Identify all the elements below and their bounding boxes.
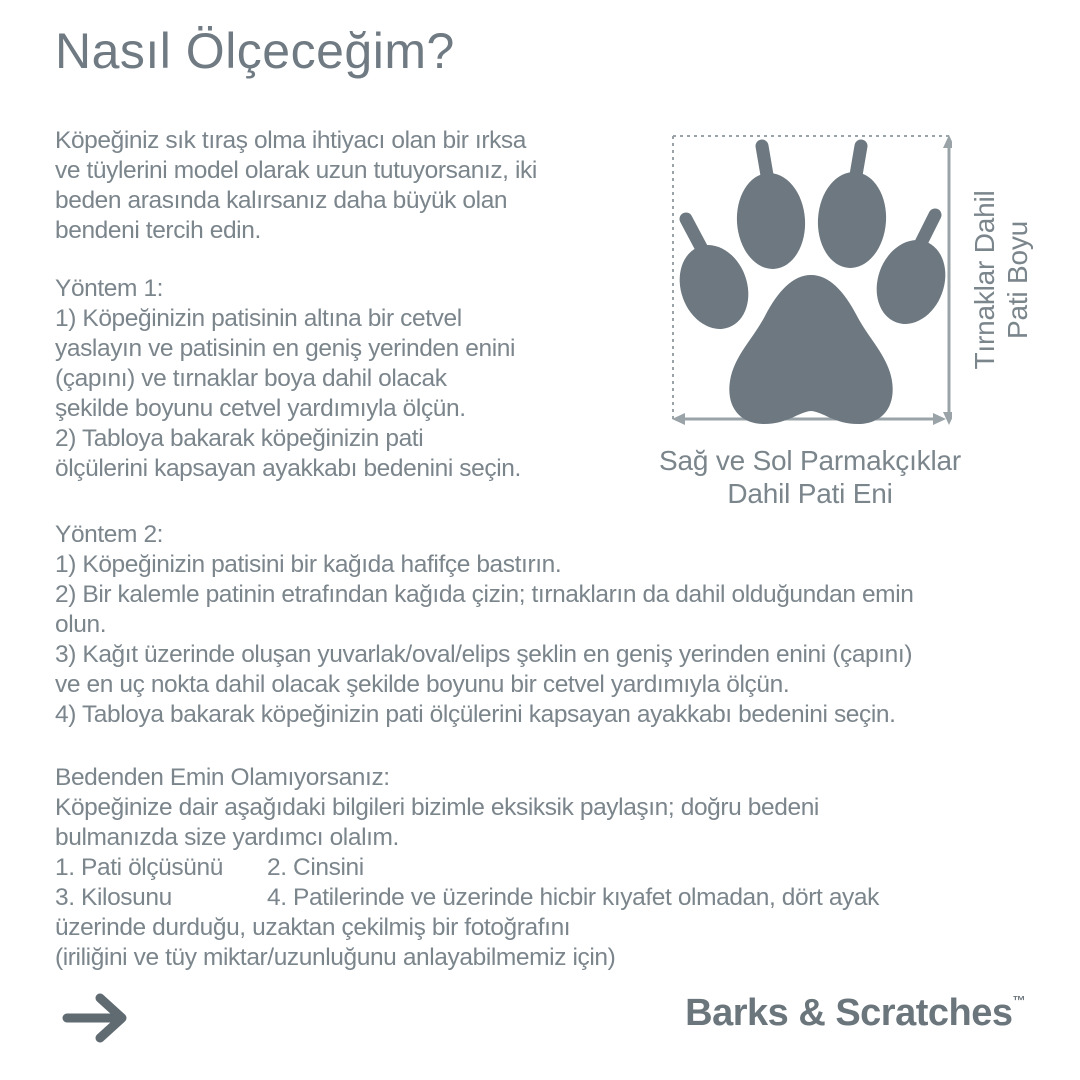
method-1-section <box>55 274 521 484</box>
paw-width-caption-line: Sağ ve Sol Parmakçıklar <box>659 445 961 476</box>
method-1-line: yaslayın ve patisinin en geniş yerinden enini <box>55 335 516 362</box>
method-2-line: 2) Bir kalemle patinin etrafından kağıda çizin; tırnakların da dahil olduğundan emin <box>55 581 914 608</box>
method-1-line: 1) Köpeğinizin patisinin altına bir cetvel <box>55 305 462 332</box>
method-2-line: 3) Kağıt üzerinde oluşan yuvarlak/oval/elips şeklin en geniş yerinden enini (çapını) <box>55 641 913 668</box>
page-title: Nasıl Ölçeceğim? <box>55 23 455 79</box>
size-help-heading: Bedenden Emin Olamıyorsanız: <box>55 764 390 791</box>
paw-width-caption <box>600 444 1020 510</box>
paw-height-label-line: Tırnaklar Dahil <box>969 190 1000 370</box>
dog-paw-print-icon <box>672 135 952 427</box>
method-2-line: 1) Köpeğinizin patisini bir kağıda hafifçe bastırın. <box>55 551 562 578</box>
intro-line: Köpeğiniz sık tıraş olma ihtiyacı olan bir ırksa <box>55 127 527 154</box>
paw-measurement-diagram <box>672 135 952 427</box>
method-2-heading: Yöntem 2: <box>55 521 164 548</box>
method-1-line: 2) Tabloya bakarak köpeğinizin pati <box>55 425 424 452</box>
size-help-extra-line: üzerinde durduğu, uzaktan çekilmiş bir fotoğrafını <box>55 914 571 941</box>
list-item-1: 1. Pati ölçüsünü <box>55 854 223 881</box>
method-2-section <box>55 520 913 730</box>
method-1-line: ölçülerini kapsayan ayakkabı bedenini seçin. <box>55 455 521 482</box>
width-measure-arrow <box>672 413 946 425</box>
intro-line: bendeni tercih edin. <box>55 217 261 244</box>
size-help-list-row <box>55 853 879 883</box>
size-help-list-row <box>55 883 879 913</box>
intro-line: ve tüylerini model olarak uzun tutuyorsanız, iki <box>55 157 537 184</box>
trademark-symbol: ™ <box>1012 993 1025 1008</box>
paw-height-label <box>968 150 1048 410</box>
method-1-line: (çapını) ve tırnaklar boya dahil olacak <box>55 365 447 392</box>
size-help-line: bulmanızda size yardımcı olalım. <box>55 824 399 851</box>
list-item-4: 4. Patilerinde ve üzerinde hicbir kıyafet olmadan, dört ayak <box>267 884 879 911</box>
intro-paragraph <box>55 126 537 246</box>
paw-height-label-line: Pati Boyu <box>1002 220 1033 340</box>
paw-width-caption-line: Dahil Pati Eni <box>727 478 893 509</box>
method-1-heading: Yöntem 1: <box>55 275 164 302</box>
method-2-line: 4) Tabloya bakarak köpeğinizin pati ölçülerini kapsayan ayakkabı bedenini seçin. <box>55 701 896 728</box>
next-page-arrow[interactable] <box>60 988 136 1053</box>
brand-name: Barks & Scratches <box>685 992 1013 1034</box>
right-arrow-icon <box>60 988 136 1048</box>
size-help-extra-line: (iriliğini ve tüy miktar/uzunluğunu anlayabilmemiz için) <box>55 944 616 971</box>
list-item-3: 3. Kilosunu <box>55 884 172 911</box>
intro-line: beden arasında kalırsanız daha büyük olan <box>55 187 508 214</box>
method-2-line: olun. <box>55 611 107 638</box>
size-help-line: Köpeğinize dair aşağıdaki bilgileri bizimle eksiksik paylaşın; doğru bedeni <box>55 794 819 821</box>
size-help-section <box>55 763 879 973</box>
brand-logo <box>685 992 1025 1035</box>
list-item-2: 2. Cinsini <box>267 854 364 881</box>
method-1-line: şekilde boyunu cetvel yardımıyla ölçün. <box>55 395 466 422</box>
method-2-line: ve en uç nokta dahil olacak şekilde boyunu bir cetvel yardımıyla ölçün. <box>55 671 790 698</box>
